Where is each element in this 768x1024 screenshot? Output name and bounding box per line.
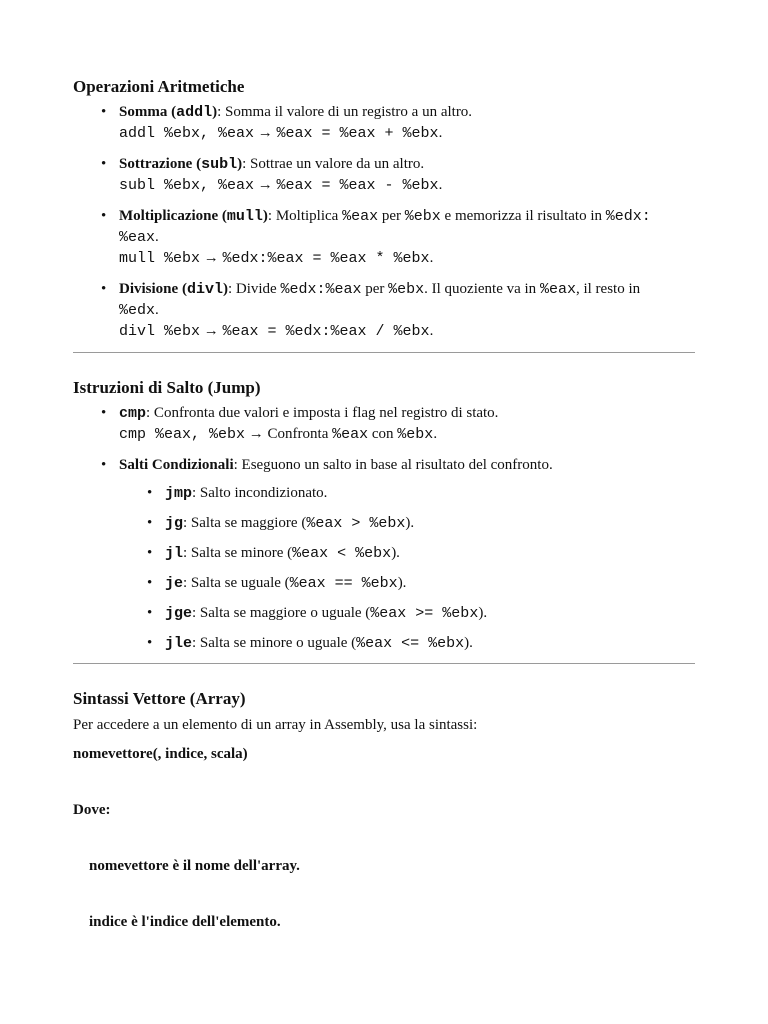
term-label: Somma (addl) xyxy=(119,104,218,121)
jump-list xyxy=(73,403,695,475)
arrow-icon: → xyxy=(257,125,273,141)
code-example: addl %ebx, %eax xyxy=(119,125,255,142)
list-item-jge: • jge: Salta se maggiore o uguale (%eax >= %ebx). xyxy=(73,603,695,624)
arrow-icon: → xyxy=(203,323,219,339)
arrow-icon: → xyxy=(203,250,219,266)
list-item-sottrazione: • Sottrazione (subl): Sottrae un valore da un altro. subl %ebx, %eax → %eax = %eax - %ebx. xyxy=(73,154,695,196)
code-result: %eax = %eax + %ebx xyxy=(276,125,439,142)
list-item-jl: • jl: Salta se minore (%eax < %ebx). xyxy=(73,543,695,564)
code-example: divl %ebx xyxy=(119,323,201,340)
list-item-jle: • jle: Salta se minore o uguale (%eax <= %ebx). xyxy=(73,633,695,654)
term-label: Divisione (divl) xyxy=(119,281,228,298)
code-result: %edx:%eax = %eax * %ebx xyxy=(222,250,430,267)
divider xyxy=(73,352,695,353)
term-label: Sottrazione (subl) xyxy=(119,156,243,173)
list-item-somma: • Somma (addl): Somma il valore di un registro a un altro. addl %ebx, %eax → %eax = %eax + %ebx. xyxy=(73,102,695,144)
document-page xyxy=(73,76,695,932)
jump-sublist xyxy=(73,483,695,654)
list-item-cmp: • cmp: Confronta due valori e imposta i flag nel registro di stato. cmp %eax, %ebx → Confronta %eax con %ebx. xyxy=(73,403,695,445)
code-example: cmp %eax, %ebx xyxy=(119,426,246,443)
list-item-je: • je: Salta se uguale (%eax == %ebx). xyxy=(73,573,695,594)
array-syntax: nomevettore(, indice, scala) xyxy=(73,746,248,762)
term-label: cmp xyxy=(119,405,147,422)
arrow-icon: → xyxy=(248,426,264,442)
section-title-arithmetic: Operazioni Aritmetiche xyxy=(73,77,245,96)
list-item-moltiplicazione: • Moltiplicazione (mull): Moltiplica %eax per %ebx e memorizza il risultato in %edx: %eax. mull %ebx → %edx:%eax = %eax * %ebx. xyxy=(73,206,695,269)
list-item-jg: • jg: Salta se maggiore (%eax > %ebx). xyxy=(73,513,695,534)
arrow-icon: → xyxy=(257,177,273,193)
arithmetic-list xyxy=(73,102,695,342)
code-result: %eax = %eax - %ebx xyxy=(276,177,439,194)
list-item-salti-condizionali: • Salti Condizionali: Eseguono un salto in base al risultato del confronto. xyxy=(73,455,695,475)
definition-indice: indice è l'indice dell'elemento. xyxy=(89,914,281,930)
code-example: mull %ebx xyxy=(119,250,201,267)
section-title-jump: Istruzioni di Salto (Jump) xyxy=(73,378,261,397)
term-label: Moltiplicazione (mull) xyxy=(119,208,268,225)
divider xyxy=(73,663,695,664)
section-title-array: Sintassi Vettore (Array) xyxy=(73,689,246,708)
dove-label: Dove: xyxy=(73,802,111,818)
code-example: subl %ebx, %eax xyxy=(119,177,255,194)
array-intro: Per accedere a un elemento di un array in Assembly, usa la sintassi: xyxy=(73,717,478,733)
definition-nomevettore: nomevettore è il nome dell'array. xyxy=(89,858,300,874)
term-label: Salti Condizionali xyxy=(119,457,234,473)
code-result: %eax = %edx:%eax / %ebx xyxy=(222,323,430,340)
list-item-divisione: • Divisione (divl): Divide %edx:%eax per %ebx. Il quoziente va in %eax, il resto in %edx. divl %ebx → %eax = %edx:%eax / %ebx. xyxy=(73,279,695,342)
list-item-jmp: • jmp: Salto incondizionato. xyxy=(73,483,695,504)
